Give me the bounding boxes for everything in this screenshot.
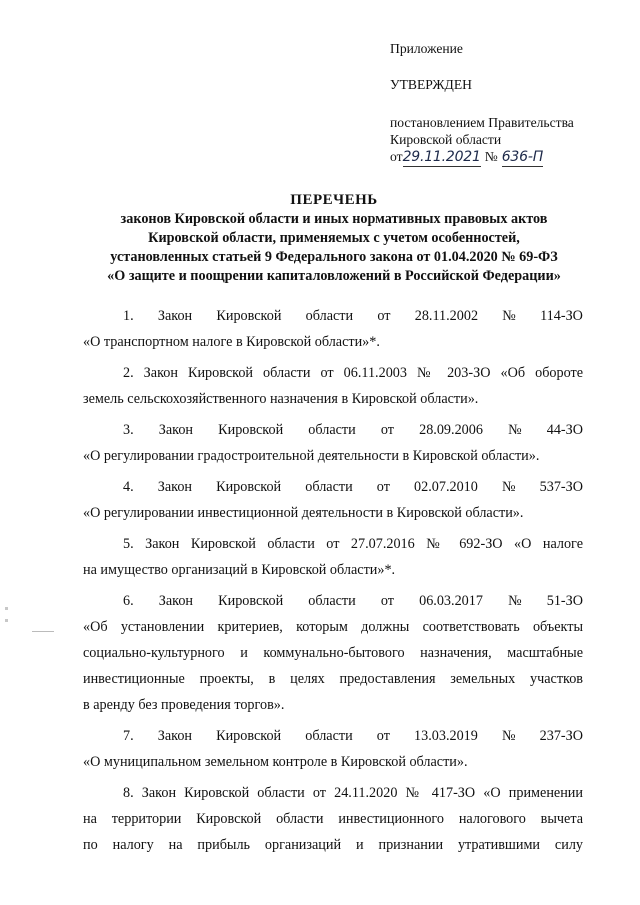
word: области <box>305 308 354 324</box>
title-line-2: Кировской области, применяемых с учетом особенностей, <box>148 230 520 246</box>
word: 13.03.2019 <box>414 728 478 744</box>
list-item-first-line: 8. Закон Кировской области от 24.11.2020 № 417-ЗО «О применении <box>123 785 583 801</box>
word: 28.11.2002 <box>414 308 479 324</box>
list-item-continuation: «О муниципальном земельном контроле в Кировской области». <box>83 754 468 770</box>
word: Кировской <box>216 308 282 324</box>
margin-dot <box>5 607 8 610</box>
list-item-continuation: по налогу на прибыль организаций и признании утратившими силу <box>83 837 583 853</box>
word: от <box>380 422 394 438</box>
margin-mark <box>32 631 54 632</box>
item-number: 1. <box>123 308 134 324</box>
handwritten-date: 29.11.2021 <box>402 149 481 165</box>
date-prefix: от <box>390 149 403 164</box>
title-line-1: законов Кировской области и иных нормативных правовых актов <box>120 211 548 227</box>
list-item-continuation: «О регулировании градостроительной деятельности в Кировской области». <box>83 448 540 464</box>
word: Закон <box>157 308 193 324</box>
word: от <box>376 479 390 495</box>
list-item-first-line <box>83 723 583 749</box>
word: от <box>377 308 391 324</box>
word: Закон <box>158 422 194 438</box>
word: № <box>508 422 522 438</box>
word: 114-ЗО <box>540 308 583 324</box>
annex-label: Приложение <box>390 41 463 56</box>
resolution-line-1: постановлением Правительства <box>390 115 574 130</box>
word: 44-ЗО <box>546 422 583 438</box>
list-item-continuation: на имущество организаций в Кировской области»*. <box>83 562 396 578</box>
word: Закон <box>158 593 194 609</box>
list-item <box>83 417 583 469</box>
list-item <box>83 780 583 858</box>
list-item-first-line <box>83 417 583 443</box>
word: № <box>502 308 516 324</box>
word: 02.07.2010 <box>414 479 478 495</box>
list-item-continuation: в аренду без проведения торгов». <box>83 697 285 713</box>
resolution-line-2: Кировской области <box>390 132 502 147</box>
word: Кировской <box>218 593 284 609</box>
title-heading: ПЕРЕЧЕНЬ <box>290 192 378 208</box>
margin-dot <box>5 619 8 622</box>
title-line-4: «О защите и поощрении капиталовложений в Российской Федерации» <box>107 268 561 284</box>
word: 237-ЗО <box>539 728 583 744</box>
list-item-continuation: земель сельскохозяйственного назначения в Кировской области». <box>83 391 479 407</box>
list-item-first-line <box>83 588 583 614</box>
item-number: 4. <box>123 479 134 495</box>
item-number: 3. <box>123 422 134 438</box>
word: 51-ЗО <box>546 593 583 609</box>
word: области <box>305 728 353 744</box>
list-item <box>83 360 583 412</box>
list-item <box>83 531 583 583</box>
handwritten-number: 636-П <box>501 149 544 165</box>
word: области <box>308 422 356 438</box>
list-item-first-line <box>83 474 583 500</box>
list-item-continuation: «О регулировании инвестиционной деятельности в Кировской области». <box>83 505 524 521</box>
title-line-3: установленных статьей 9 Федерального закона от 01.04.2020 № 69-ФЗ <box>110 249 558 265</box>
list-item-continuation: инвестиционные проекты, в целях предоставления земельных участков <box>83 671 583 687</box>
item-number: 6. <box>123 593 134 609</box>
word: Кировской <box>218 422 284 438</box>
word: от <box>376 728 390 744</box>
word: 28.09.2006 <box>419 422 483 438</box>
word: Кировской <box>216 479 282 495</box>
word: 06.03.2017 <box>419 593 483 609</box>
word: Закон <box>157 479 193 495</box>
list-item-first-line: 2. Закон Кировской области от 06.11.2003 № 203-ЗО «Об обороте <box>123 365 583 381</box>
list-item-first-line <box>83 303 583 329</box>
list-item <box>83 474 583 526</box>
list-item <box>83 723 583 775</box>
approval-block <box>390 40 630 167</box>
list-item-continuation: на территории Кировской области инвестиционного налогового вычета <box>83 811 583 827</box>
word: от <box>380 593 394 609</box>
list-item-continuation: «Об установлении критериев, которым должны соответствовать объекты <box>83 619 583 635</box>
word: Закон <box>157 728 193 744</box>
approved-label: УТВЕРЖДЕН <box>390 77 472 92</box>
word: № <box>501 479 516 495</box>
list-item <box>83 588 583 718</box>
list-item-continuation: социально-культурного и коммунально-бытового назначения, масштабные <box>83 645 583 661</box>
word: области <box>308 593 356 609</box>
number-prefix: № <box>484 149 498 164</box>
word: № <box>508 593 522 609</box>
law-list <box>83 303 583 858</box>
list-item-first-line: 5. Закон Кировской области от 27.07.2016 № 692-ЗО «О налоге <box>123 536 583 552</box>
word: области <box>305 479 353 495</box>
resolution-date-line <box>390 148 630 167</box>
word: 537-ЗО <box>539 479 583 495</box>
item-number: 7. <box>123 728 134 744</box>
document-title <box>60 191 608 286</box>
list-item-continuation: «О транспортном налоге в Кировской области»*. <box>83 334 380 350</box>
word: № <box>501 728 516 744</box>
list-item <box>83 303 583 355</box>
word: Кировской <box>216 728 282 744</box>
